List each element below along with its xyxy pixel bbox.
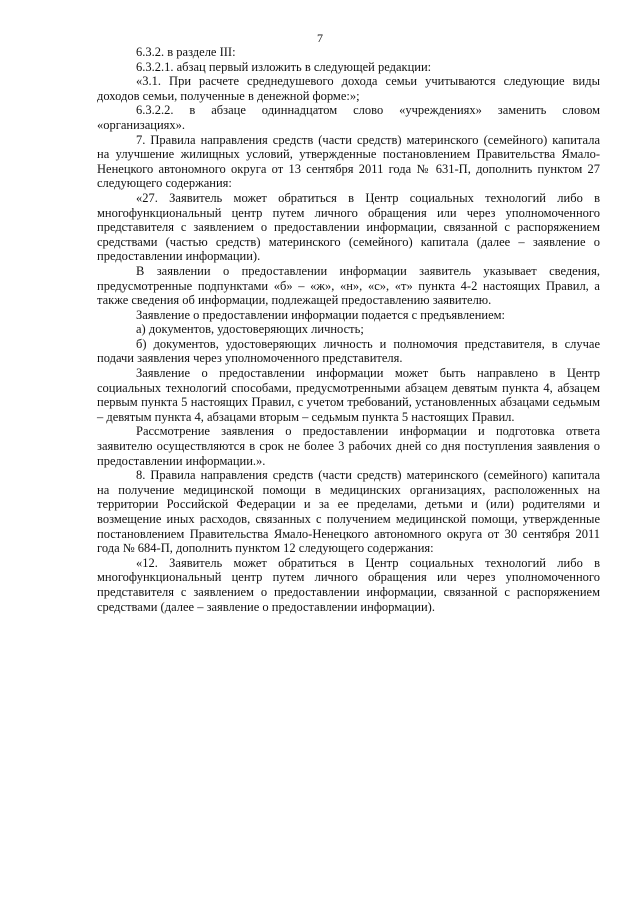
paragraph: «3.1. При расчете среднедушевого дохода семьи учитываются следующие виды доходов семьи, полученные в денежной форме:»; [97,74,600,103]
paragraph: Заявление о предоставлении информации может быть направлено в Центр социальных технологий способами, предусмотренными абзацем девятым пункта 4, абзацем первым пункта 5 настоящих Правил, с учетом требований, установленных абзацами седьмым – девятым пункта 4, абзацами вторым – седьмым пункта 5 настоящих Правил. [97,366,600,424]
paragraph: Заявление о предоставлении информации подается с предъявлением: [136,307,506,322]
paragraph: В заявлении о предоставлении информации заявитель указывает сведения, предусмотренные подпунктами «б» – «ж», «н», «с», «т» пункта 4-2 настоящих Правил, а также сведения об информации, подлежащей предоставлению заявителю. [97,263,600,308]
paragraph: а) документов, удостоверяющих личность; [136,322,364,337]
document-body [97,45,600,614]
paragraph: 6.3.2.1. абзац первый изложить в следующей редакции: [136,59,432,74]
paragraph: Рассмотрение заявления о предоставлении информации и подготовка ответа заявителю осуществляются в срок не более 3 рабочих дней со дня поступления заявления о предоставлении информации.». [97,424,600,468]
paragraph: 6.3.2. в разделе III: [136,45,236,59]
paragraph: 7. Правила направления средств (части средств) материнского (семейного) капитала на улучшение жилищных условий, утвержденные постановлением Правительства Ямало-Ненецкого автономного округа от 13 сентября 2011 года № 631-П, дополнить пунктом 27 следующего содержания: [97,132,600,191]
paragraph: «27. Заявитель может обратиться в Центр социальных технологий либо в многофункциональный центр путем личного обращения или через уполномоченного представителя с заявлением о предоставлении информации, связанной с распоряжением средствами (частью средств) материнского (семейного) капитала (далее – заявление о предоставлении информации). [97,190,600,264]
paragraph: «12. Заявитель может обратиться в Центр социальных технологий либо в многофункциональный центр путем личного обращения или через уполномоченного представителя с заявлением о предоставлении информации, связанной с распоряжением средствами (далее – заявление о предоставлении информации). [97,555,600,614]
paragraph: 6.3.2.2. в абзаце одиннадцатом слово «учреждениях» заменить словом «организациях». [97,103,600,132]
paragraph: б) документов, удостоверяющих личность и полномочия представителя, в случае подачи заявления через уполномоченного представителя. [97,336,600,366]
page-number: 7 [317,31,323,45]
paragraph: 8. Правила направления средств (части средств) материнского (семейного) капитала на получение медицинской помощи в медицинских организациях, расположенных на территории Российской Федерации и за ее пределами, детьми и (или) родителями и возмещение иных расходов, связанных с получением медицинской помощи, утвержденные постановлением Правительства Ямало-Ненецкого автономного округа от 30 сентября 2011 года № 684-П, дополнить пунктом 12 следующего содержания: [97,468,600,556]
